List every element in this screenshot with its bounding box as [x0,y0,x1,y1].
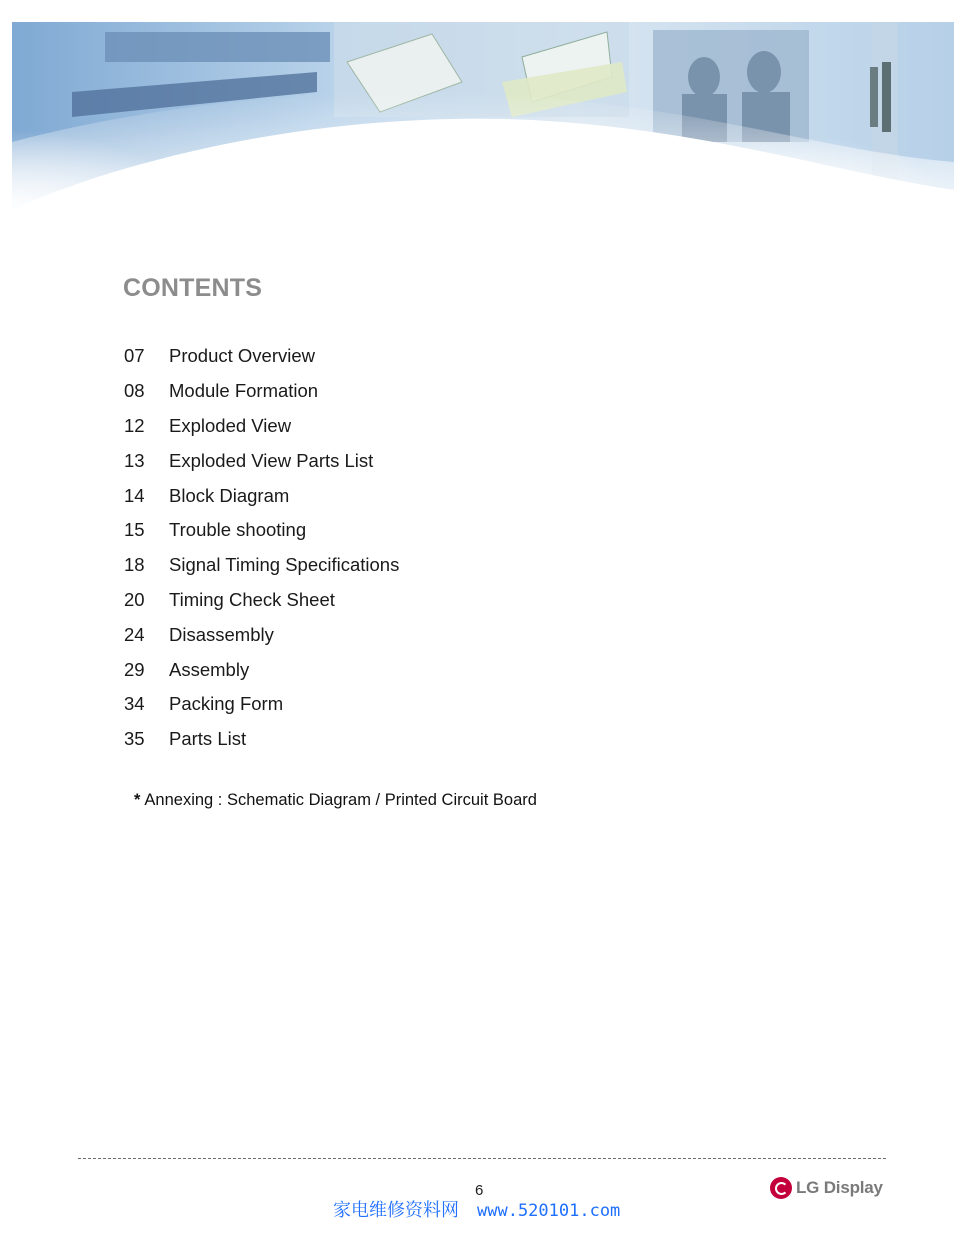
toc-entry[interactable] [124,548,399,583]
toc-title: Module Formation [169,380,319,402]
toc-title: Timing Check Sheet [169,588,335,610]
toc-page-number: 24 [124,623,145,645]
toc-page-number: 15 [124,519,145,541]
toc-title: Trouble shooting [169,519,307,541]
annex-note [134,791,537,810]
toc-entry[interactable] [124,339,399,374]
header-banner-graphic [12,22,954,214]
toc-entry[interactable] [124,513,399,548]
toc-title: Signal Timing Specifications [169,554,400,576]
toc-title: Product Overview [169,345,315,367]
watermark-site-name: 家电维修资料网 [333,1200,459,1221]
footer-divider [78,1158,886,1159]
toc-entry[interactable] [124,478,399,513]
page-title: CONTENTS [123,274,263,302]
toc-entry[interactable] [124,443,399,478]
toc-page-number: 14 [124,484,145,506]
toc-entry[interactable] [124,722,399,757]
toc-entry[interactable] [124,583,399,618]
toc-page-number: 29 [124,658,145,680]
lg-logo-icon [770,1177,792,1199]
toc-page-number: 08 [124,380,145,402]
toc-title: Block Diagram [169,484,290,506]
toc-page-number: 20 [124,588,145,610]
brand-logo [770,1177,883,1199]
toc-title: Exploded View Parts List [169,449,374,471]
toc-title: Packing Form [169,693,284,715]
toc-entry[interactable] [124,617,399,652]
annex-star: * [134,791,141,809]
toc-page-number: 12 [124,414,145,436]
toc-title: Parts List [169,728,247,750]
toc-entry[interactable] [124,374,399,409]
watermark [333,1196,620,1222]
brand-name: LG Display [796,1178,883,1197]
watermark-url[interactable]: www.520101.com [477,1201,621,1221]
toc-page-number: 35 [124,728,145,750]
header-banner [12,22,954,214]
toc-page-number: 07 [124,345,145,367]
toc-title: Assembly [169,658,250,680]
toc-title: Disassembly [169,623,274,645]
toc-entry[interactable] [124,409,399,444]
toc-entry[interactable] [124,687,399,722]
toc-title: Exploded View [169,414,292,436]
table-of-contents [124,339,399,757]
toc-page-number: 13 [124,449,145,471]
page-number: 6 [475,1182,484,1199]
toc-entry[interactable] [124,652,399,687]
annex-text: Annexing : Schematic Diagram / Printed Circuit Board [144,791,537,809]
toc-page-number: 34 [124,693,145,715]
banner-screen-panel [105,32,330,62]
toc-page-number: 18 [124,554,145,576]
